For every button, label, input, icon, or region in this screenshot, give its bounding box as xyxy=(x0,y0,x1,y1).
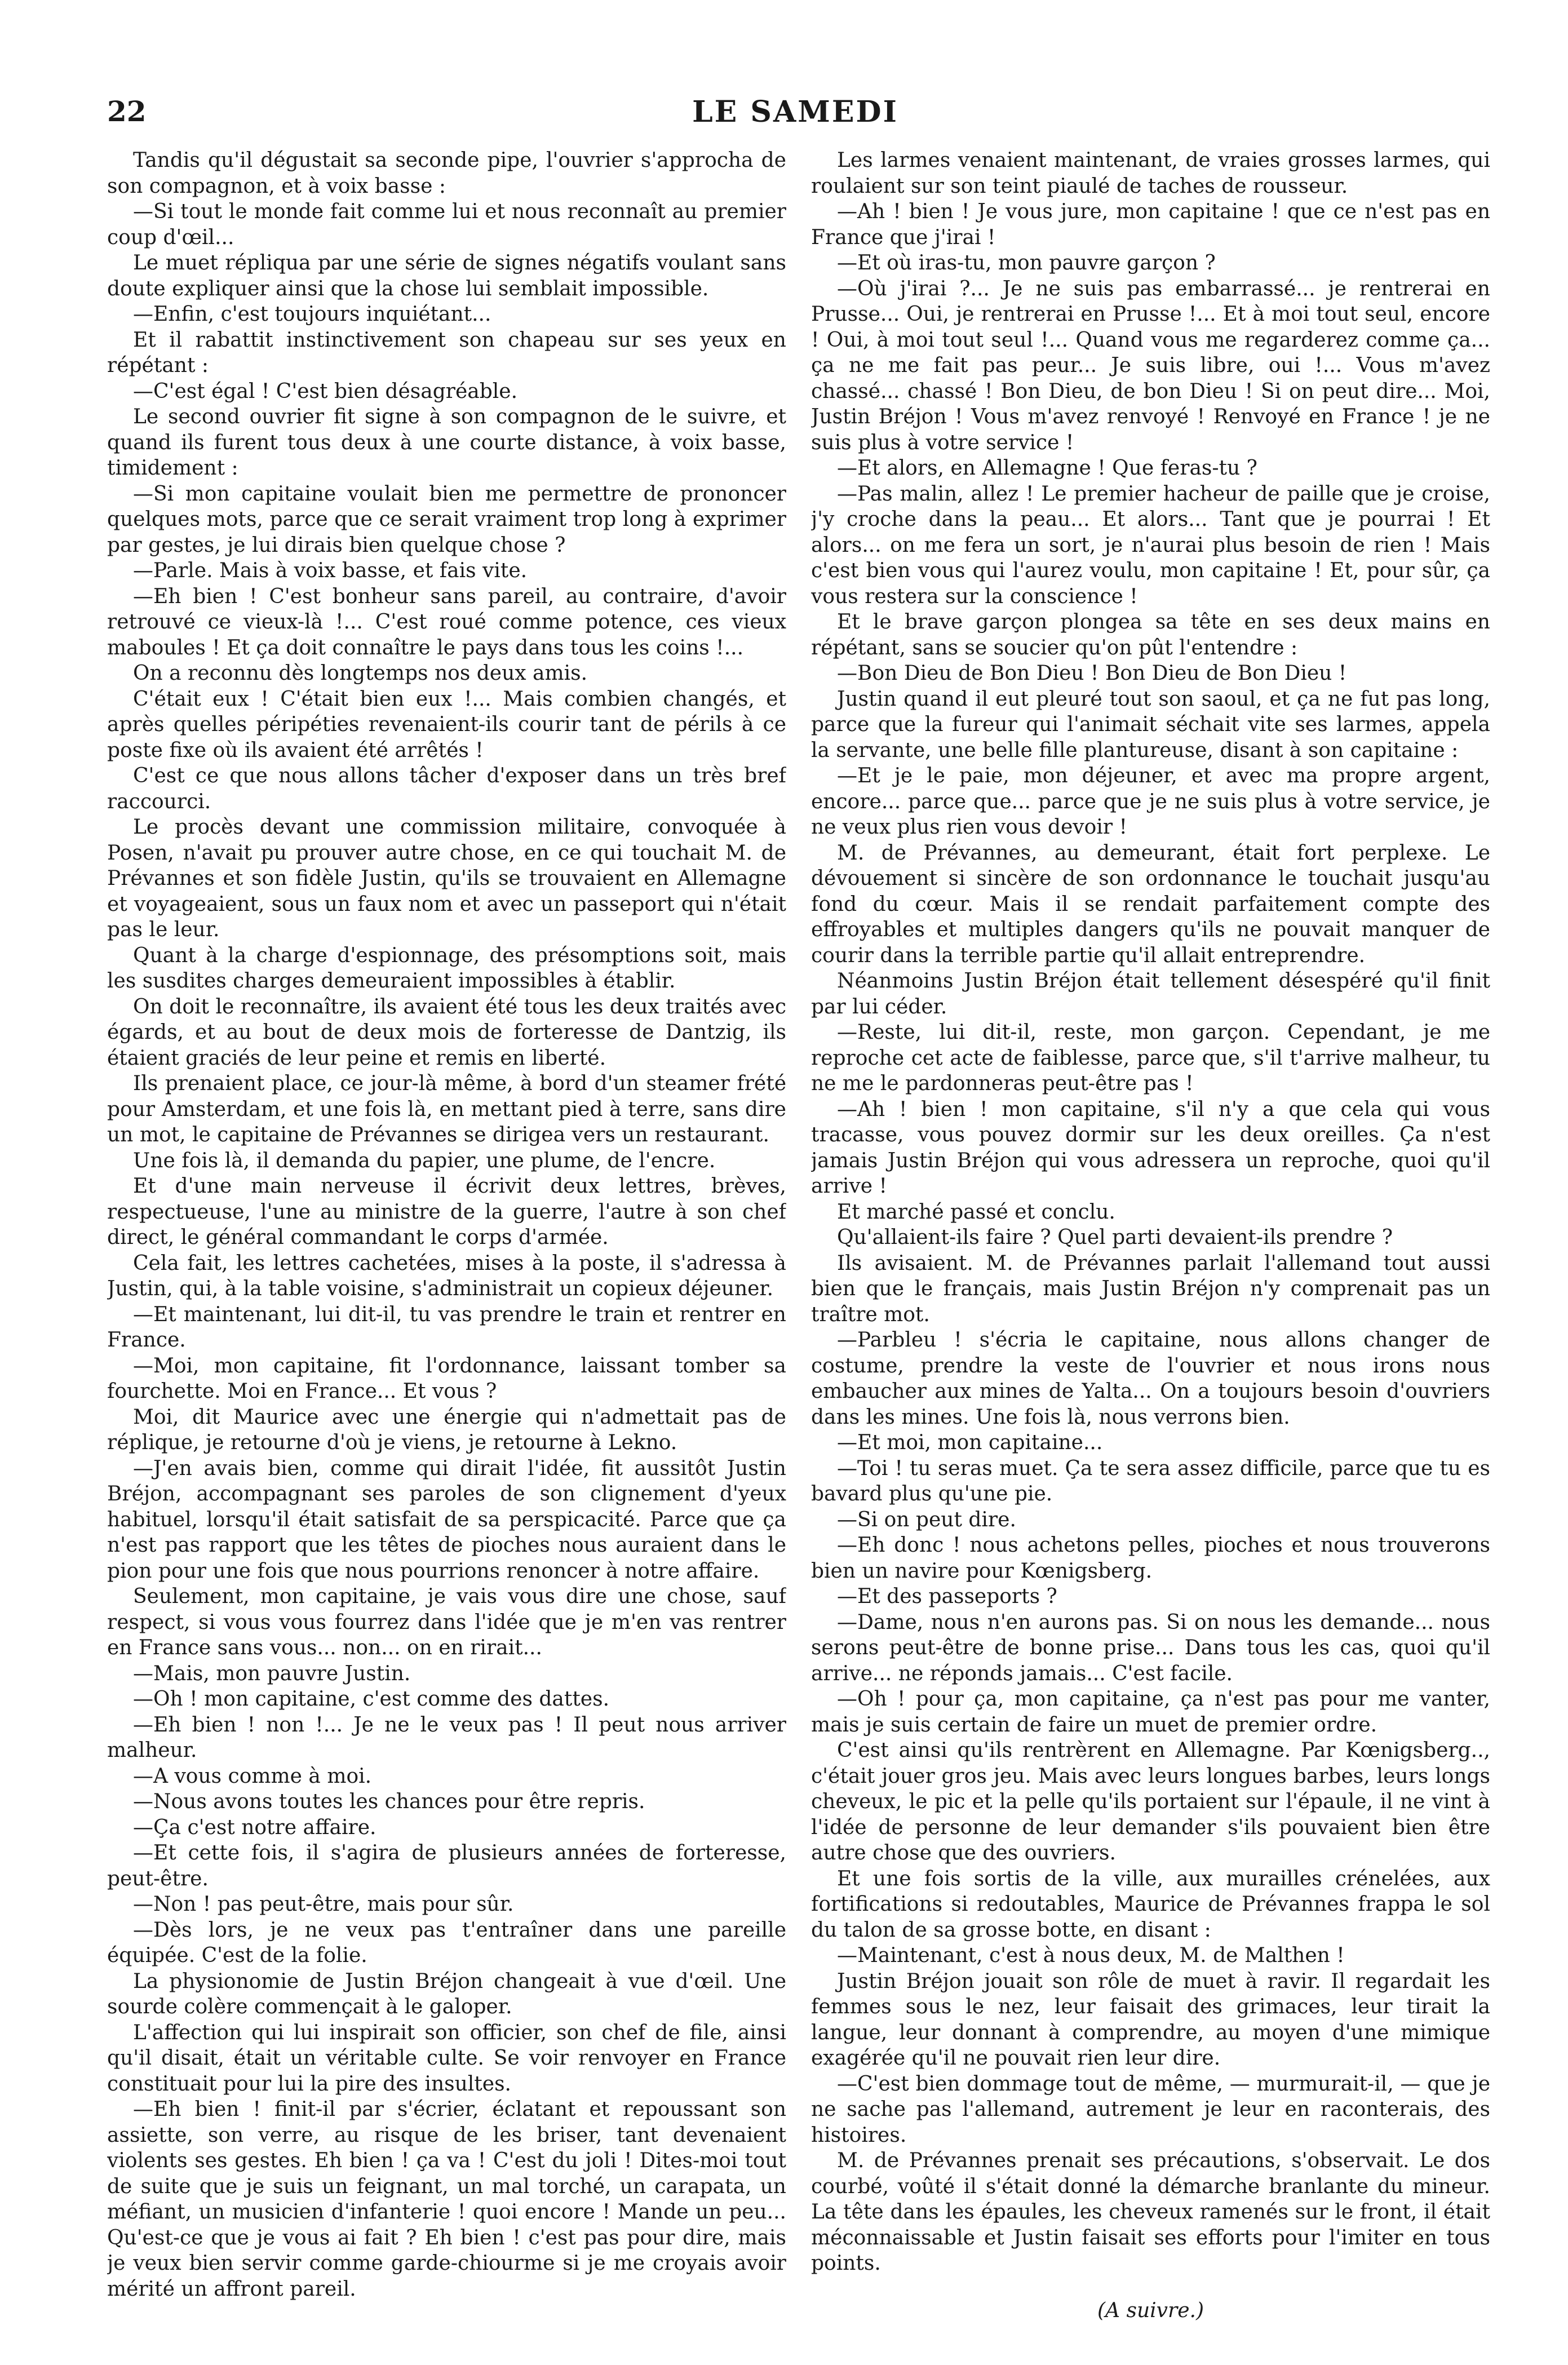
paragraph: On doit le reconnaître, ils avaient été tous les deux traités avec égards, et au bout de deux mois de forteresse de Dantzig, ils étaient graciés de leur peine et remis en liberté. xyxy=(107,995,786,1070)
paragraph: Le procès devant une commission militaire, convoquée à Posen, n'avait pu prouver autre chose, en ce qui touchait M. de Prévannes et son fidèle Justin, qu'ils se trouvaient en Allemagne et voyageaient, sous un faux nom et avec un passeport qui n'était pas le leur. xyxy=(107,816,786,941)
paragraph: —Mais, mon pauvre Justin. xyxy=(133,1662,411,1685)
left-column xyxy=(107,148,786,2335)
paragraph: —Ah ! bien ! Je vous jure, mon capitaine ! que ce n'est pas en France que j'irai ! xyxy=(811,200,1490,249)
paragraph: —Maintenant, c'est à nous deux, M. de Malthen ! xyxy=(837,1944,1345,1967)
paragraph: Et le brave garçon plongea sa tête en ses deux mains en répétant, sans se soucier qu'on pût l'entendre : xyxy=(811,610,1490,659)
paragraph: Moi, dit Maurice avec une énergie qui n'admettait pas de réplique, je retourne d'où je viens, je retourne à Lekno. xyxy=(107,1405,786,1454)
paragraph: —Eh bien ! non !... Je ne le veux pas ! Il peut nous arriver malheur. xyxy=(107,1713,786,1762)
paragraph: La physionomie de Justin Bréjon changeait à vue d'œil. Une sourde colère commençait à le galoper. xyxy=(107,1969,786,2018)
paragraph: —Eh donc ! nous achetons pelles, pioches et nous trouverons bien un navire pour Kœnigsberg. xyxy=(811,1534,1490,1583)
page-header xyxy=(107,95,1483,140)
paragraph: —C'est bien dommage tout de même, — murmurait-il, — que je ne sache pas l'allemand, autrement je leur en raconterais, des histoires. xyxy=(811,2072,1490,2147)
right-column xyxy=(811,148,1490,2335)
paragraph: Une fois là, il demanda du papier, une plume, de l'encre. xyxy=(133,1149,716,1172)
paragraph: Seulement, mon capitaine, je vais vous dire une chose, sauf respect, si vous vous fourrez dans l'idée que je m'en vas rentrer en France sans vous... non... on en rirait... xyxy=(107,1585,786,1659)
paragraph: —Dès lors, je ne veux pas t'entraîner dans une pareille équipée. C'est de la folie. xyxy=(107,1918,786,1967)
paragraph: Néanmoins Justin Bréjon était tellement désespéré qu'il finit par lui céder. xyxy=(811,969,1490,1018)
paragraph: —Eh bien ! C'est bonheur sans pareil, au contraire, d'avoir retrouvé ce vieux-là !... C'est roué comme potence, ces vieux maboules ! Et ça doit connaître le pays dans tous les coins !... xyxy=(107,584,786,659)
paragraph: C'est ainsi qu'ils rentrèrent en Allemagne. Par Kœnigsberg.., c'était jouer gros jeu. Mais avec leurs longues barbes, leurs longs cheveux, le pic et la pelle qu'ils portaient sur l'épaule, il ne vint à l'idée de personne de leur demander s'ils pouvaient bien être autre chose que des ouvriers. xyxy=(811,1739,1490,1864)
paragraph: Ils avisaient. M. de Prévannes parlait l'allemand tout aussi bien que le français, mais Justin Bréjon n'y comprenait pas un traître mot. xyxy=(811,1251,1490,1326)
paragraph: —Et alors, en Allemagne ! Que feras-tu ? xyxy=(837,457,1257,480)
paragraph: Les larmes venaient maintenant, de vraies grosses larmes, qui roulaient sur son teint piaulé de taches de rousseur. xyxy=(811,149,1490,198)
paragraph: —Et je le paie, mon déjeuner, et avec ma propre argent, encore... parce que... parce que je ne suis plus à votre service, je ne veux plus rien vous devoir ! xyxy=(811,764,1490,839)
paragraph: Le muet répliqua par une série de signes négatifs voulant sans doute expliquer ainsi que la chose lui semblait impossible. xyxy=(107,251,786,300)
paragraph: —Pas malin, allez ! Le premier hacheur de paille que je croise, j'y croche dans la peau... Et alors... Tant que je pourrai ! Et alors... on me fera un sort, je n'aurai plus besoin de rien ! Mais c'est bien vous qui l'aurez voulu, mon capitaine ! Et, pour sûr, ça vous restera sur la conscience ! xyxy=(811,482,1490,608)
paragraph: On a reconnu dès longtemps nos deux amis. xyxy=(133,662,588,685)
paragraph: —Si on peut dire. xyxy=(837,1508,1016,1531)
paragraph: —Où j'irai ?... Je ne suis pas embarrassé... je rentrerai en Prusse... Oui, je rentrerai en Prusse !... Et à moi tout seul, encore ! Oui, à moi tout seul !... Quand vous me regarderez comme ça... ça ne me fait pas peur... Je suis libre, oui !... Vous m'avez chassé... chassé ! Bon Dieu, de bon Dieu ! Si on peut dire... Moi, Justin Bréjon ! Vous m'avez renvoyé ! Renvoyé en France ! je ne suis plus à votre service ! xyxy=(811,277,1490,454)
paragraph: —Reste, lui dit-il, reste, mon garçon. Cependant, je me reproche cet acte de faiblesse, parce que, s'il t'arrive malheur, tu ne me le pardonneras peut-être pas ! xyxy=(811,1021,1490,1095)
paragraph: Qu'allaient-ils faire ? Quel parti devaient-ils prendre ? xyxy=(837,1226,1393,1249)
paragraph: L'affection qui lui inspirait son officier, son chef de file, ainsi qu'il disait, était un véritable culte. Se voir renvoyer en France constituait pour lui la pire des insultes. xyxy=(107,2021,786,2096)
paragraph: —Et maintenant, lui dit-il, tu vas prendre le train et rentrer en France. xyxy=(107,1303,786,1352)
paragraph: —Moi, mon capitaine, fit l'ordonnance, laissant tomber sa fourchette. Moi en France... Et vous ? xyxy=(107,1354,786,1403)
paragraph: —A vous comme à moi. xyxy=(133,1764,372,1788)
paragraph: —Ah ! bien ! mon capitaine, s'il n'y a que cela qui vous tracasse, vous pouvez dormir sur les deux oreilles. Ça n'est jamais Justin Bréjon qui vous adressera un reproche, quoi qu'il arrive ! xyxy=(811,1097,1490,1198)
paragraph: Et d'une main nerveuse il écrivit deux lettres, brèves, respectueuse, l'une au ministre de la guerre, l'autre à son chef direct, le général commandant le corps d'armée. xyxy=(107,1175,786,1249)
paragraph: —J'en avais bien, comme qui dirait l'idée, fit aussitôt Justin Bréjon, accompagnant ses paroles de son clignement d'yeux habituel, lorsqu'il était satisfait de sa perspicacité. Parce que ça n'est pas rapport que les têtes de pioches nous auraient dans le pion pour une fois que nous pourrions renoncer à notre affaire. xyxy=(107,1456,786,1583)
paragraph: —Parbleu ! s'écria le capitaine, nous allons changer de costume, prendre la veste de l'ouvrier et nous irons nous embaucher aux mines de Yalta... On a toujours besoin d'ouvriers dans les mines. Une fois là, nous verrons bien. xyxy=(811,1328,1490,1429)
paragraph: Tandis qu'il dégustait sa seconde pipe, l'ouvrier s'approcha de son compagnon, et à voix basse : xyxy=(107,149,786,198)
paragraph: Justin quand il eut pleuré tout son saoul, et ça ne fut pas long, parce que la fureur qui l'animait séchait vite ses larmes, appela la servante, une belle fille plantureuse, disant à son capitaine : xyxy=(811,687,1490,762)
paragraph: —Non ! pas peut-être, mais pour sûr. xyxy=(133,1893,514,1916)
paragraph: C'est ce que nous allons tâcher d'exposer dans un très bref raccourci. xyxy=(107,764,786,813)
running-title: LE SAMEDI xyxy=(692,95,898,129)
paragraph: —Si tout le monde fait comme lui et nous reconnaît au premier coup d'œil... xyxy=(107,200,786,249)
paragraph: Le second ouvrier fit signe à son compagnon de le suivre, et quand ils furent tous deux à une courte distance, à voix basse, timidement : xyxy=(107,405,786,480)
paragraph: —C'est égal ! C'est bien désagréable. xyxy=(133,379,518,403)
paragraph: M. de Prévannes prenait ses précautions, s'observait. Le dos courbé, voûté il s'était donné la démarche branlante du mineur. La tête dans les épaules, les cheveux ramenés sur le front, il était méconnaissable et Justin faisait ses efforts pour l'imiter en tous points. xyxy=(811,2149,1490,2275)
paragraph: —Oh ! pour ça, mon capitaine, ça n'est pas pour me vanter, mais je suis certain de faire un muet de premier ordre. xyxy=(811,1688,1490,1737)
paragraph: —Parle. Mais à voix basse, et fais vite. xyxy=(133,559,528,582)
paragraph: C'était eux ! C'était bien eux !... Mais combien changés, et après quelles péripéties revenaient-ils courir tant de périls à ce poste fixe où ils avaient été arrêtés ! xyxy=(107,687,786,762)
paragraph: —Et cette fois, il s'agira de plusieurs années de forteresse, peut-être. xyxy=(107,1841,786,1890)
paragraph: —Eh bien ! finit-il par s'écrier, éclatant et repoussant son assiette, son verre, au risque de les briser, tant devenaient violents ses gestes. Eh bien ! ça va ! C'est du joli ! Dites-moi tout de suite que je suis un feignant, un mal torché, un carapata, un méfiant, un musicien d'infanterie ! quoi encore ! Mande un peu... Qu'est-ce que je vous ai fait ? Eh bien ! c'est pas pour dire, mais je veux bien servir comme garde-chiourme si je me croyais avoir mérité un affront pareil. xyxy=(107,2098,786,2301)
paragraph: Quant à la charge d'espionnage, des présomptions soit, mais les susdites charges demeuraient impossibles à établir. xyxy=(107,944,786,993)
paragraph: —Ça c'est notre affaire. xyxy=(133,1815,377,1839)
paragraph: —Enfin, c'est toujours inquiétant... xyxy=(133,303,491,326)
paragraph: Ils prenaient place, ce jour-là même, à bord d'un steamer frété pour Amsterdam, et une fois là, en mettant pied à terre, sans dire un mot, le capitaine de Prévannes se dirigea vers un restaurant. xyxy=(107,1072,786,1146)
paragraph: Et une fois sortis de la ville, aux murailles crénelées, aux fortifications si redoutables, Maurice de Prévannes frappa le sol du talon de sa grosse botte, en disant : xyxy=(811,1867,1490,1942)
paragraph: —Et des passeports ? xyxy=(837,1585,1057,1608)
article-columns xyxy=(107,148,1490,2335)
paragraph: —Et où iras-tu, mon pauvre garçon ? xyxy=(837,251,1216,274)
paragraph: —Et moi, mon capitaine... xyxy=(837,1431,1103,1454)
paragraph: —Toi ! tu seras muet. Ça te sera assez difficile, parce que tu es bavard plus qu'une pie. xyxy=(811,1456,1490,1505)
paragraph: M. de Prévannes, au demeurant, était fort perplexe. Le dévouement si sincère de son ordonnance le touchait jusqu'au fond du cœur. Mais il se rendait parfaitement compte des effroyables et multiples dangers qu'ils ne pouvait manquer de courir dans la terrible partie qu'il allait entreprendre. xyxy=(811,841,1490,967)
to-be-continued: (A suivre.) xyxy=(1097,2298,1204,2322)
paragraph: —Oh ! mon capitaine, c'est comme des dattes. xyxy=(133,1688,610,1711)
paragraph: Et il rabattit instinctivement son chapeau sur ses yeux en répétant : xyxy=(107,328,786,377)
paragraph: Cela fait, les lettres cachetées, mises à la poste, il s'adressa à Justin, qui, à la table voisine, s'administrait un copieux déjeuner. xyxy=(107,1251,786,1300)
paragraph: —Si mon capitaine voulait bien me permettre de prononcer quelques mots, parce que ce serait vraiment trop long à exprimer par gestes, je lui dirais bien quelque chose ? xyxy=(107,482,786,557)
paragraph: Justin Bréjon jouait son rôle de muet à ravir. Il regardait les femmes sous le nez, leur faisait des grimaces, leur tirait la langue, leur donnant à comprendre, au moyen d'une mimique exagérée qu'il ne pouvait rien leur dire. xyxy=(811,1969,1490,2070)
page-number: 22 xyxy=(107,95,147,128)
right-column-paragraphs xyxy=(811,148,1490,2277)
paragraph: —Bon Dieu de Bon Dieu ! Bon Dieu de Bon Dieu ! xyxy=(837,662,1347,685)
paragraph: Et marché passé et conclu. xyxy=(837,1200,1115,1224)
paragraph: —Dame, nous n'en aurons pas. Si on nous les demande... nous serons peut-être de bonne prise... Dans tous les cas, quoi qu'il arrive... ne réponds jamais... C'est facile. xyxy=(811,1610,1490,1685)
paragraph: —Nous avons toutes les chances pour être repris. xyxy=(133,1790,645,1813)
